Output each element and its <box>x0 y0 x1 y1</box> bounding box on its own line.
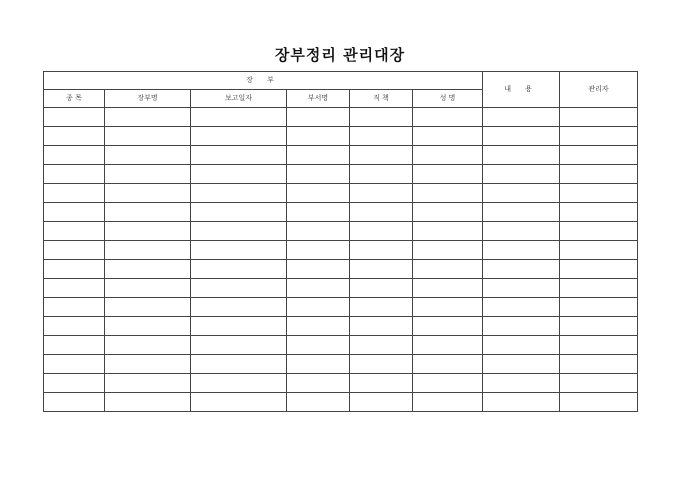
table-cell[interactable] <box>560 184 638 203</box>
table-cell[interactable] <box>105 393 191 412</box>
table-row <box>44 355 638 374</box>
table-cell[interactable] <box>560 298 638 317</box>
table-cell[interactable] <box>560 146 638 165</box>
table-cell[interactable] <box>44 336 105 355</box>
table-cell[interactable] <box>105 146 191 165</box>
table-cell[interactable] <box>191 374 287 393</box>
table-cell[interactable] <box>413 336 483 355</box>
table-row <box>44 222 638 241</box>
table-cell[interactable] <box>350 336 413 355</box>
table-cell[interactable] <box>483 317 560 336</box>
table-cell[interactable] <box>287 279 350 298</box>
table-cell[interactable] <box>350 393 413 412</box>
table-cell[interactable] <box>105 336 191 355</box>
table-cell[interactable] <box>483 184 560 203</box>
table-cell[interactable] <box>105 260 191 279</box>
table-cell[interactable] <box>560 203 638 222</box>
table-cell[interactable] <box>483 241 560 260</box>
table-cell[interactable] <box>350 146 413 165</box>
table-cell[interactable] <box>560 336 638 355</box>
table-cell[interactable] <box>191 355 287 374</box>
table-cell[interactable] <box>483 336 560 355</box>
table-cell[interactable] <box>483 203 560 222</box>
table-cell[interactable] <box>483 127 560 146</box>
table-cell[interactable] <box>350 374 413 393</box>
table-cell[interactable] <box>105 298 191 317</box>
table-cell[interactable] <box>44 203 105 222</box>
header-manager: 관리자 <box>560 72 638 108</box>
table-cell[interactable] <box>413 127 483 146</box>
table-row <box>44 127 638 146</box>
header-position: 직 책 <box>350 90 413 108</box>
ledger-body <box>44 108 638 412</box>
table-cell[interactable] <box>483 108 560 127</box>
table-cell[interactable] <box>483 260 560 279</box>
table-cell[interactable] <box>350 279 413 298</box>
table-cell[interactable] <box>483 279 560 298</box>
table-cell[interactable] <box>560 317 638 336</box>
table-cell[interactable] <box>287 127 350 146</box>
table-cell[interactable] <box>287 222 350 241</box>
table-cell[interactable] <box>560 393 638 412</box>
table-cell[interactable] <box>560 260 638 279</box>
table-cell[interactable] <box>560 127 638 146</box>
table-cell[interactable] <box>560 279 638 298</box>
header-ledger-name: 장부명 <box>105 90 191 108</box>
table-cell[interactable] <box>191 203 287 222</box>
table-row <box>44 241 638 260</box>
table-cell[interactable] <box>44 298 105 317</box>
table-cell[interactable] <box>44 355 105 374</box>
table-cell[interactable] <box>191 241 287 260</box>
table-cell[interactable] <box>483 146 560 165</box>
table-row <box>44 108 638 127</box>
table-cell[interactable] <box>105 374 191 393</box>
table-cell[interactable] <box>191 108 287 127</box>
table-cell[interactable] <box>191 298 287 317</box>
table-cell[interactable] <box>44 279 105 298</box>
table-cell[interactable] <box>44 393 105 412</box>
table-cell[interactable] <box>483 374 560 393</box>
table-cell[interactable] <box>560 108 638 127</box>
table-cell[interactable] <box>350 355 413 374</box>
table-cell[interactable] <box>287 393 350 412</box>
table-row <box>44 336 638 355</box>
table-cell[interactable] <box>44 241 105 260</box>
table-cell[interactable] <box>560 355 638 374</box>
header-group-jangbu: 장 부 <box>44 72 483 90</box>
table-cell[interactable] <box>413 298 483 317</box>
table-cell[interactable] <box>105 184 191 203</box>
table-cell[interactable] <box>560 222 638 241</box>
table-cell[interactable] <box>191 184 287 203</box>
table-cell[interactable] <box>413 184 483 203</box>
table-cell[interactable] <box>191 146 287 165</box>
table-cell[interactable] <box>413 374 483 393</box>
table-cell[interactable] <box>44 146 105 165</box>
table-row <box>44 146 638 165</box>
table-cell[interactable] <box>105 222 191 241</box>
table-cell[interactable] <box>191 165 287 184</box>
table-cell[interactable] <box>44 127 105 146</box>
table-cell[interactable] <box>413 393 483 412</box>
table-row <box>44 184 638 203</box>
table-row <box>44 260 638 279</box>
table-cell[interactable] <box>413 222 483 241</box>
table-cell[interactable] <box>483 393 560 412</box>
table-row <box>44 317 638 336</box>
table-cell[interactable] <box>350 298 413 317</box>
table-cell[interactable] <box>287 336 350 355</box>
table-cell[interactable] <box>287 184 350 203</box>
table-row <box>44 298 638 317</box>
header-category: 종 목 <box>44 90 105 108</box>
table-cell[interactable] <box>413 260 483 279</box>
table-cell[interactable] <box>44 108 105 127</box>
table-cell[interactable] <box>350 222 413 241</box>
table-cell[interactable] <box>44 317 105 336</box>
table-cell[interactable] <box>105 203 191 222</box>
table-cell[interactable] <box>287 355 350 374</box>
table-cell[interactable] <box>44 165 105 184</box>
table-cell[interactable] <box>483 165 560 184</box>
table-cell[interactable] <box>560 241 638 260</box>
table-cell[interactable] <box>105 279 191 298</box>
table-cell[interactable] <box>191 393 287 412</box>
table-cell[interactable] <box>483 355 560 374</box>
table-cell[interactable] <box>413 317 483 336</box>
table-cell[interactable] <box>105 241 191 260</box>
table-cell[interactable] <box>191 222 287 241</box>
table-cell[interactable] <box>350 241 413 260</box>
table-row <box>44 374 638 393</box>
table-cell[interactable] <box>191 279 287 298</box>
document-title: 장부정리 관리대장 <box>274 46 406 64</box>
table-cell[interactable] <box>44 222 105 241</box>
ledger-table <box>43 71 638 412</box>
table-cell[interactable] <box>287 374 350 393</box>
table-cell[interactable] <box>105 108 191 127</box>
table-cell[interactable] <box>413 241 483 260</box>
table-cell[interactable] <box>287 108 350 127</box>
table-cell[interactable] <box>105 127 191 146</box>
header-department: 부서명 <box>287 90 350 108</box>
table-cell[interactable] <box>350 203 413 222</box>
table-cell[interactable] <box>287 260 350 279</box>
header-report-date: 보고일자 <box>191 90 287 108</box>
table-cell[interactable] <box>413 203 483 222</box>
table-cell[interactable] <box>191 127 287 146</box>
table-cell[interactable] <box>191 336 287 355</box>
header-name: 성 명 <box>413 90 483 108</box>
table-cell[interactable] <box>191 317 287 336</box>
table-cell[interactable] <box>483 222 560 241</box>
table-cell[interactable] <box>287 146 350 165</box>
table-cell[interactable] <box>287 165 350 184</box>
table-row <box>44 165 638 184</box>
table-cell[interactable] <box>191 260 287 279</box>
table-cell[interactable] <box>105 317 191 336</box>
table-cell[interactable] <box>560 374 638 393</box>
table-cell[interactable] <box>413 108 483 127</box>
table-cell[interactable] <box>287 241 350 260</box>
table-cell[interactable] <box>350 108 413 127</box>
table-cell[interactable] <box>287 317 350 336</box>
table-row <box>44 393 638 412</box>
table-cell[interactable] <box>413 279 483 298</box>
table-cell[interactable] <box>44 260 105 279</box>
table-row <box>44 203 638 222</box>
table-cell[interactable] <box>105 165 191 184</box>
table-cell[interactable] <box>44 374 105 393</box>
table-row <box>44 279 638 298</box>
table-cell[interactable] <box>350 317 413 336</box>
table-cell[interactable] <box>105 355 191 374</box>
table-cell[interactable] <box>413 146 483 165</box>
table-cell[interactable] <box>350 165 413 184</box>
table-cell[interactable] <box>287 203 350 222</box>
table-cell[interactable] <box>350 260 413 279</box>
table-cell[interactable] <box>350 184 413 203</box>
table-cell[interactable] <box>350 127 413 146</box>
table-cell[interactable] <box>413 355 483 374</box>
table-cell[interactable] <box>483 298 560 317</box>
table-cell[interactable] <box>413 165 483 184</box>
table-cell[interactable] <box>560 165 638 184</box>
table-cell[interactable] <box>287 298 350 317</box>
table-cell[interactable] <box>44 184 105 203</box>
header-content: 내 용 <box>483 72 560 108</box>
